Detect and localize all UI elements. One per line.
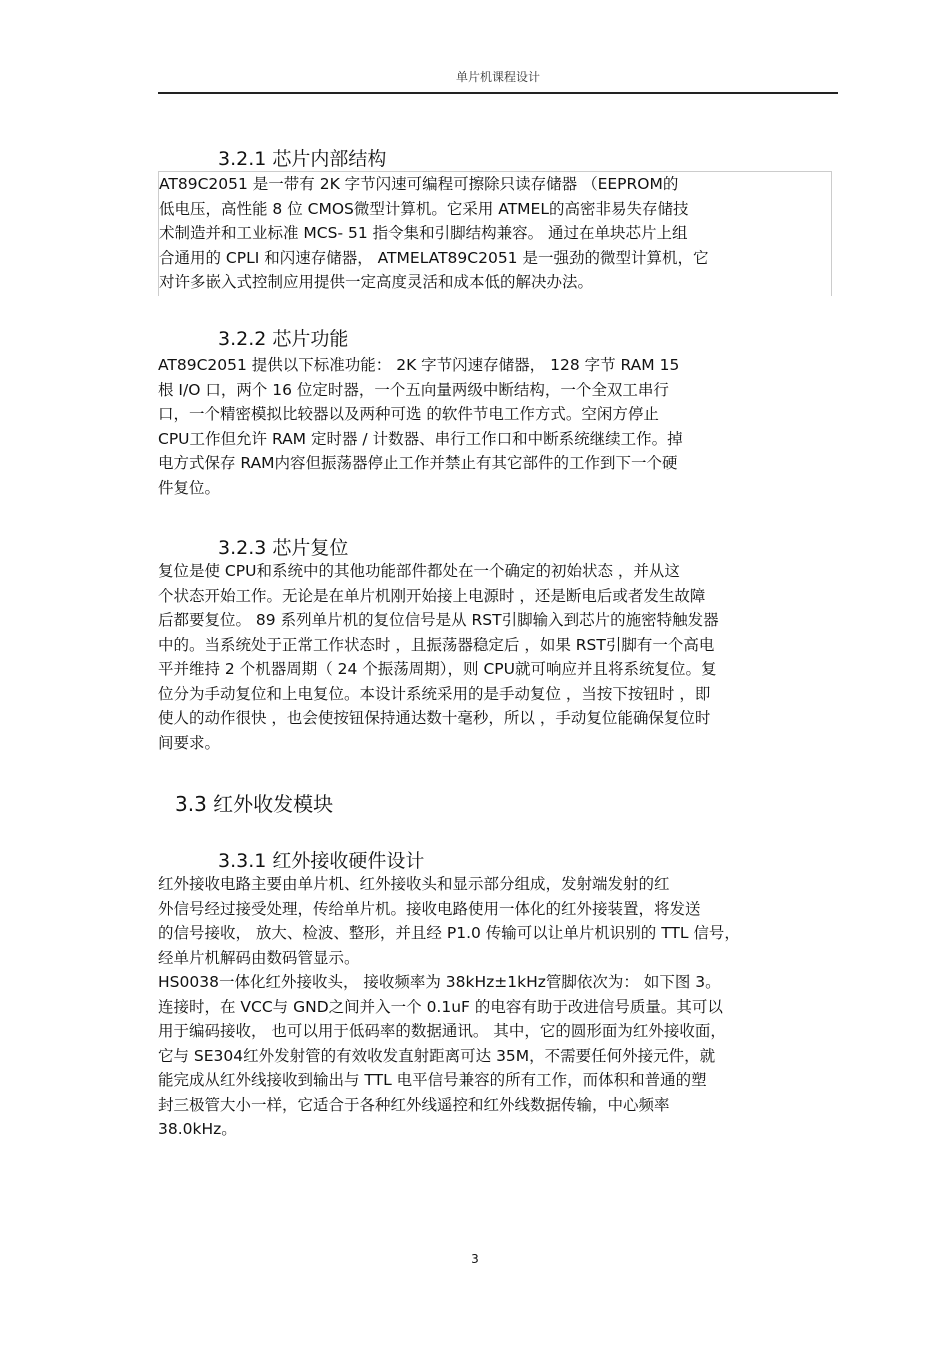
text-line: CPU工作但允许 RAM 定时器 / 计数器、串行工作口和中断系统继续工作。掉	[158, 429, 683, 448]
text-line: AT89C2051 是一带有 2K 字节闪速可编程可擦除只读存储器 （EEPROM的	[159, 175, 679, 193]
paragraph-chip-functions	[158, 353, 830, 500]
text-line: 口，一个精密模拟比较器以及两种可选 的软件节电工作方式。空闲方停止	[158, 405, 659, 423]
text-line: 个状态开始工作。无论是在单片机刚开始接上电源时 ，还是断电后或者发生故障	[158, 586, 706, 605]
text-line: 红外接收电路主要由单片机、红外接收头和显示部分组成，发射端发射的红	[158, 875, 670, 893]
text-line: 经单片机解码由数码管显示。	[158, 948, 360, 967]
text-line: 间要求。	[158, 733, 221, 752]
paragraph-chip-internal-structure	[158, 171, 832, 296]
text-line: 后都要复位。 89 系列单片机的复位信号是从 RST引脚输入到芯片的施密特触发器	[158, 611, 719, 629]
text-line: 电方式保存 RAM内容但振荡器停止工作并禁止有其它部件的工作到下一个硬	[158, 454, 678, 472]
header-rule	[158, 92, 838, 94]
text-line: 低电压，高性能 8 位 CMOS微型计算机。它采用 ATMEL的高密非易失存储技	[159, 199, 689, 218]
text-line: 术制造并和工业标准 MCS- 51 指令集和引脚结构兼容。 通过在单块芯片上组	[159, 224, 688, 242]
text-line: 对许多嵌入式控制应用提供一定高度灵活和成本低的解决办法。	[159, 273, 594, 291]
text-line: 的信号接收， 放大、检波、整形，并且经 P1.0 传输可以让单片机识别的 TTL 信号，	[158, 924, 740, 942]
text-line: 复位是使 CPU和系统中的其他功能部件都处在一个确定的初始状态 ，并从这	[158, 562, 680, 580]
heading-3-2-1: 3.2.1 芯片内部结构	[218, 148, 387, 170]
text-line: 它与 SE304红外发射管的有效收发直射距离可达 35M，不需要任何外接元件，就	[158, 1046, 716, 1065]
text-line: 使人的动作很快 ，也会使按钮保持通达数十毫秒，所以 ，手动复位能确保复位时	[158, 709, 711, 727]
text-line: 位分为手动复位和上电复位。本设计系统采用的是手动复位 ，当按下按钮时 ，即	[158, 684, 711, 703]
running-header: 单片机课程设计	[455, 70, 540, 84]
heading-3-2-3: 3.2.3 芯片复位	[218, 537, 349, 559]
text-line: 外信号经过接受处理，传给单片机。接收电路使用一体化的红外接装置，将发送	[158, 899, 701, 918]
page-number: 3	[471, 1252, 479, 1266]
text-line: 平并维持 2 个机器周期（ 24 个振荡周期），则 CPU就可响应并且将系统复位。复	[158, 660, 717, 678]
heading-3-3-1: 3.3.1 红外接收硬件设计	[218, 850, 425, 872]
text-line: 根 I/O 口，两个 16 位定时器，一个五向量两级中断结构，一个全双工串行	[158, 380, 669, 399]
heading-3-2-2: 3.2.2 芯片功能	[218, 328, 349, 350]
text-line: AT89C2051 提供以下标准功能： 2K 字节闪速存储器， 128 字节 RAM 15	[158, 356, 680, 374]
text-line: 连接时，在 VCC与 GND之间并入一个 0.1uF 的电容有助于改进信号质量。其可以	[158, 997, 723, 1016]
text-line: 合通用的 CPLI 和闪速存储器， ATMELAT89C2051 是一强劲的微型计算机，它	[159, 248, 709, 267]
text-line: 38.0kHz。	[158, 1120, 237, 1138]
text-line: 用于编码接收， 也可以用于低码率的数据通讯。 其中，它的圆形面为红外接收面，	[158, 1022, 726, 1040]
text-line: 封三极管大小一样，它适合于各种红外线遥控和红外线数据传输，中心频率	[158, 1095, 670, 1114]
text-line: HS0038一体化红外接收头， 接收频率为 38kHz±1kHz管脚依次为： 如下图 3。	[158, 973, 721, 991]
paragraph-ir-receiver-design	[158, 872, 830, 1142]
paragraph-chip-reset	[158, 559, 830, 755]
text-line: 中的。当系统处于正常工作状态时 ，且振荡器稳定后 ，如果 RST引脚有一个高电	[158, 635, 715, 654]
text-line: 件复位。	[158, 478, 221, 497]
heading-3-3: 3.3 红外收发模块	[175, 792, 334, 816]
text-line: 能完成从红外线接收到输出与 TTL 电平信号兼容的所有工作，而体积和普通的塑	[158, 1071, 707, 1089]
